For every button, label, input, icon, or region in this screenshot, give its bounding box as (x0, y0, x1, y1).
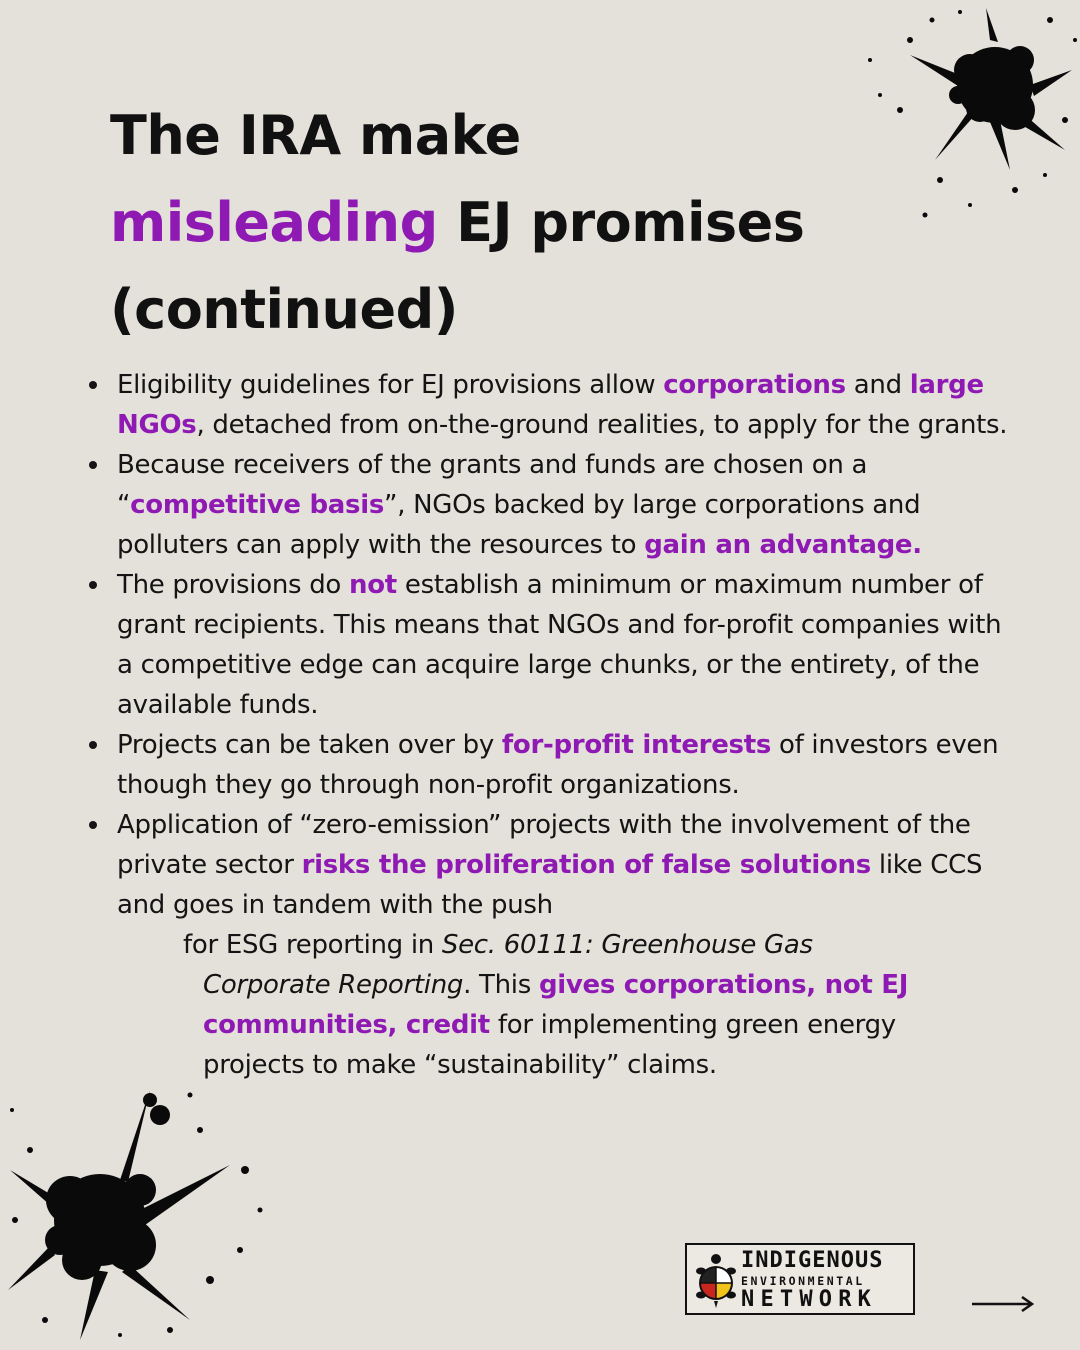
bullet-continuation-line (203, 1005, 1019, 1045)
section-citation: Sec. 60111: Greenhouse Gas (441, 930, 813, 960)
bullet-continuation-line (203, 1045, 1019, 1085)
logo-text-line-2: ENVIRONMENTAL (741, 1274, 865, 1288)
bullet-item (89, 565, 1019, 725)
logo-text-line-3: NETWORK (741, 1287, 878, 1312)
bullet-text: Projects can be taken over by (117, 730, 502, 760)
bullet-text: ”, NGOs backed by large corporations and polluters can apply with the resources to (117, 490, 921, 560)
ien-logo (685, 1243, 915, 1315)
bullet-text: for implementing green energy (489, 1010, 896, 1040)
bullet-text: Because receivers of the grants and funds are chosen on a “ (117, 450, 868, 520)
highlight-text: large NGOs (117, 370, 984, 440)
bullet-continuation-line (203, 965, 1019, 1005)
bullet-list (89, 365, 1019, 1085)
bullet-text: for ESG reporting in (183, 930, 442, 960)
highlight-text: not (349, 570, 397, 600)
highlight-text: corporations (663, 370, 846, 400)
title-line-1: The IRA make (110, 104, 521, 167)
section-citation: Corporate Reporting (203, 970, 464, 1000)
highlight-text: competitive basis (130, 490, 385, 520)
logo-text-line-1: INDIGENOUS (741, 1248, 884, 1273)
title-line-3: (continued) (110, 278, 458, 341)
title-highlight-word: misleading (110, 191, 438, 254)
bullet-text: Application of “zero-emission” projects with the involvement of the private sector (117, 810, 971, 880)
title-line-2-rest: EJ promises (437, 191, 805, 254)
turtle-medicine-wheel-icon (694, 1253, 738, 1309)
highlight-text: risks the proliferation of false solutions (301, 850, 871, 880)
bullet-text: of investors even though they go through non-profit organizations. (117, 730, 999, 800)
page-title (110, 92, 970, 353)
bullet-text: Eligibility guidelines for EJ provisions allow (117, 370, 664, 400)
bullet-continuation-line (183, 925, 1019, 965)
bullet-text: , detached from on-the-ground realities, to apply for the grants. (196, 410, 1008, 440)
bullet-text: . This (463, 970, 539, 1000)
bullet-item (89, 445, 1019, 565)
bullet-text: The provisions do (117, 570, 350, 600)
bullet-text: projects to make “sustainability” claims. (203, 1050, 717, 1080)
bullet-item (89, 725, 1019, 805)
highlight-text: gain an advantage. (644, 530, 922, 560)
bullet-item (89, 365, 1019, 445)
highlight-text: for-profit interests (501, 730, 772, 760)
highlight-text: communities, credit (203, 1010, 490, 1040)
bullet-text: establish a minimum or maximum number of grant recipients. This means that NGOs and for-profit companies with a competitive edge can acquire large chunks, or the entirety, of the available funds. (117, 570, 1002, 720)
bullet-item (89, 805, 1019, 1085)
bullet-text: like CCS and goes in tandem with the push (117, 850, 983, 920)
right-arrow-icon[interactable] (970, 1294, 1036, 1314)
bullet-text: and (845, 370, 910, 400)
highlight-text: gives corporations, not EJ (538, 970, 909, 1000)
ink-splatter-bottom-left (0, 1070, 290, 1350)
